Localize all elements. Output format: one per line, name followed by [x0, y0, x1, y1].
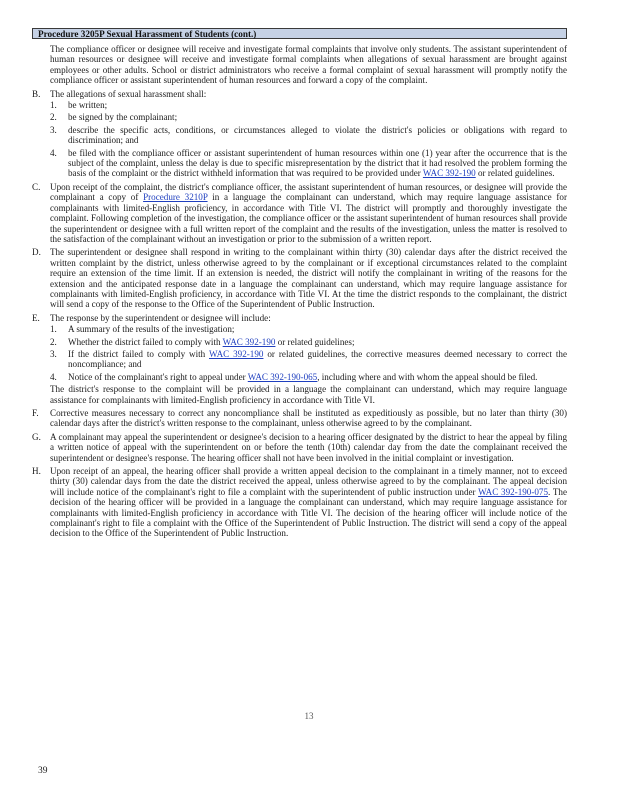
page-number: 39: [38, 766, 48, 776]
section-page-number: 13: [304, 711, 314, 721]
section-text-before: Upon receipt of an appeal, the hearing officer shall provide a written appeal decision to the complainant in a timely manner, not to exceed thirty (30) calendar days from the date the district received the appeal, unless otherwise agreed to by the complainant. The appeal decision will include notice of the complainant's right to file a complaint with the superintendent of public instruction under: [50, 466, 567, 497]
list-item: [50, 100, 567, 110]
section-letter: G.: [32, 431, 41, 442]
item-number: 4.: [50, 371, 57, 382]
item-text-before: If the district failed to comply with: [68, 348, 209, 359]
item-number: 1.: [50, 324, 57, 335]
section-after-text: The district's response to the complaint will be provided in a language the complainant can understand, which may require language assistance for complainants with limited-English proficiency in accordance with Title VI.: [50, 384, 567, 405]
section-letter: B.: [32, 88, 41, 99]
section-text: Corrective measures necessary to correct any noncompliance shall be instituted as expeditiously as possible, but no later than thirty (30) calendar days after the district's written response to the complainant, unless otherwise agreed to by the complainant.: [50, 408, 567, 429]
section-f: [32, 408, 567, 429]
list-item: [50, 112, 567, 122]
list-item: [50, 349, 567, 370]
item-number: 1.: [50, 100, 57, 111]
item-text-before: be filed with the compliance officer or assistant superintendent of human resources within one (1) year after the occurrence that is the subject of the complaint, unless the delay is due to specific misrepresentation by the district that it had resolved the problem forming the basis of the complaint or the district withheld information that was required to be provided under: [68, 147, 567, 179]
item-text-before: Whether the district failed to comply with: [68, 336, 223, 347]
item-number: 2.: [50, 336, 57, 347]
item-text-before: Notice of the complainant's right to appeal under: [68, 371, 248, 382]
list-item: [50, 324, 567, 334]
item-number: 3.: [50, 124, 57, 135]
section-d: [32, 247, 567, 309]
section-text: The superintendent or designee shall respond in writing to the complainant within thirty (30) calendar days after the district received the written complaint by the district, unless otherwise agreed to by the complainant or if exceptional circumstances related to the complaint require an extension of the time limit. If an extension is needed, the district will notify the complainant in writing of the reasons for the extension and the anticipated response date in a language the complainant can understand, which may require language assistance for complainants with limited-English proficiency, in accordance with Title VI. At the time the district responds to the complainant, the district will send a copy of the response to the Office of the Superintendent of Public Instruction.: [50, 247, 567, 310]
section-g: [32, 432, 567, 463]
section-text: [50, 466, 567, 539]
procedure-3210p-link[interactable]: Procedure 3210P: [143, 192, 208, 203]
item-number: 3.: [50, 348, 57, 359]
item-text: be signed by the complainant;: [68, 112, 178, 123]
section-text: A complainant may appeal the superintendent or designee's decision to a hearing officer designated by the district to hear the appeal by filing a written notice of appeal with the superintendent on or before the tenth (10th) calendar day from the date the complainant received the superintendent or designee's response. The hearing officer shall not have been involved in the initial complaint or investigation.: [50, 431, 567, 463]
item-text: A summary of the results of the investigation;: [68, 324, 235, 335]
section-e: [32, 313, 567, 405]
section-b: [32, 89, 567, 179]
section-h: [32, 466, 567, 539]
section-text: [50, 182, 567, 244]
section-letter: H.: [32, 466, 41, 477]
allegation-list: [50, 100, 567, 179]
wac-392-190-link[interactable]: WAC 392-190: [209, 348, 264, 359]
section-letter: D.: [32, 247, 41, 258]
section-letter: C.: [32, 181, 41, 192]
page-header: [32, 28, 567, 39]
item-text: describe the specific acts, conditions, or circumstances alleged to violate the district's policies or obligations with regard to discrimination; and: [68, 124, 567, 146]
document-body: [32, 44, 567, 542]
section-letter: E.: [32, 312, 40, 323]
response-list: [50, 324, 567, 382]
wac-392-190-link[interactable]: WAC 392-190: [222, 336, 276, 347]
list-item: [50, 372, 567, 382]
wac-392-190-065-link[interactable]: WAC 392-190-065: [247, 371, 318, 382]
section-c: [32, 182, 567, 244]
list-item: [50, 148, 567, 179]
intro-paragraph: The compliance officer or designee will receive and investigate formal complaints that involve only students. The assistant superintendent of human resources or designee will receive and investigate formal complaints when allegations of sexual harassment are brought against employees or other adults. School or district administrators who receive a formal complaint of sexual harassment will promptly notify the compliance officer or assistant superintendent of human resources and forward a copy of the complaint.: [50, 44, 567, 86]
list-item: [50, 337, 567, 347]
section-letter: F.: [32, 408, 39, 418]
item-text: [68, 148, 567, 179]
section-text-before: Upon receipt of the complaint, the district's compliance officer, the assistant superintendent of human resources, or designee will provide the complainant a copy of: [50, 181, 567, 203]
item-text-after: or related guidelines;: [275, 336, 355, 347]
item-text-after: , including where and with whom the appeal should be filed.: [317, 371, 538, 382]
item-text: be written;: [68, 100, 108, 111]
item-number: 4.: [50, 147, 57, 158]
item-text: [68, 372, 567, 382]
header-title: Procedure 3205P Sexual Harassment of Students (cont.): [38, 29, 257, 39]
section-text: The allegations of sexual harassment shall:: [50, 88, 207, 99]
wac-392-190-075-link[interactable]: WAC 392-190-075: [478, 486, 549, 497]
list-item: [50, 125, 567, 146]
section-text-after: in a language the complainant can understand, which may require language assistance for complainants with limited-English proficiency, in accordance with Title VI. The district will promptly and thoroughly investigate the complaint. Following completion of the investigation, the compliance officer or the assistant superintendent of human resources shall provide the superintendent or designee with a full written report of the complaint and the results of the investigation, unless the matter is resolved to the satisfaction of the complainant without an investigation or prior to the submission of a written report.: [50, 192, 567, 244]
wac-392-190-link[interactable]: WAC 392-190: [422, 168, 476, 179]
item-text: [68, 337, 567, 347]
item-text-after: or related guidelines.: [475, 168, 555, 179]
item-number: 2.: [50, 112, 57, 123]
section-text: The response by the superintendent or designee will include:: [50, 312, 271, 323]
item-text: [68, 349, 567, 370]
item-text-after: or related guidelines, the corrective measures deemed necessary to correct the noncompliance; and: [68, 348, 567, 370]
section-text-after: . The decision of the hearing officer will be provided in a language the complainant can understand, which may require language assistance for complainants with limited-English proficiency in accordance with Title VI. The decision of the hearing officer will include notice of the complainant's right to file a complaint with the Office of the Superintendent of Public Instruction. The district will send a copy of the appeal decision to the Office of the Superintendent of Public Instruction.: [50, 486, 567, 539]
